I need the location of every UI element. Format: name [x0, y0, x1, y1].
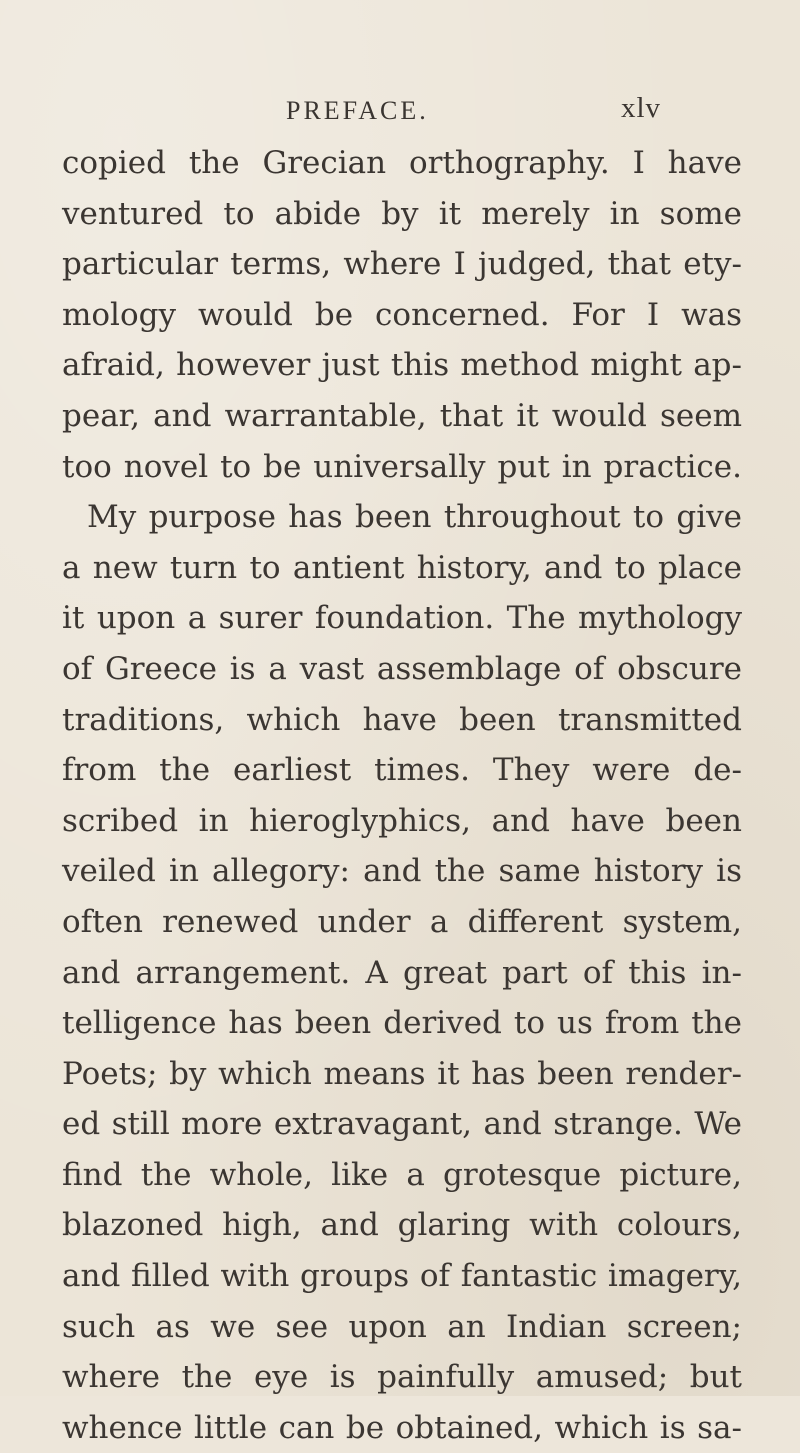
running-title: PREFACE. [286, 96, 429, 125]
text-line: and filled with groups of fantastic imagery, [62, 1258, 742, 1295]
text-line: scribed in hieroglyphics, and have been [62, 802, 742, 839]
text-line: from the earliest times. They were de- [62, 752, 742, 789]
text-line: of Greece is a vast assemblage of obscure [62, 650, 742, 687]
text-line: blazoned high, and glaring with colours, [62, 1207, 742, 1244]
body-text [62, 138, 742, 1453]
text-line: often renewed under a different system, [62, 903, 742, 940]
page-header [0, 88, 800, 128]
text-line: mology would be concerned. For I was [62, 296, 742, 333]
text-line: find the whole, like a grotesque picture, [62, 1156, 742, 1193]
text-line: where the eye is painfully amused; but [62, 1359, 742, 1396]
text-line: it upon a surer foundation. The mythology [62, 600, 742, 637]
text-line: ventured to abide by it merely in some [62, 195, 742, 232]
text-line: too novel to be universally put in practice. [62, 448, 742, 485]
text-line: ed still more extravagant, and strange. We [62, 1106, 742, 1143]
text-line: veiled in allegory: and the same history is [62, 853, 742, 890]
text-line: a new turn to antient history, and to place [62, 549, 742, 586]
text-line: telligence has been derived to us from the [62, 1005, 742, 1042]
text-line: pear, and warrantable, that it would seem [62, 397, 742, 434]
text-line: Poets; by which means it has been render- [62, 1055, 742, 1092]
text-line: traditions, which have been transmitted [62, 701, 742, 738]
page-number: xlv [621, 92, 662, 124]
text-line: afraid, however just this method might ap- [62, 347, 742, 384]
text-line: particular terms, where I judged, that ety- [62, 246, 742, 283]
text-line: such as we see upon an Indian screen; [62, 1308, 742, 1345]
text-line: copied the Grecian orthography. I have [62, 145, 742, 181]
text-line: whence little can be obtained, which is sa- [62, 1409, 742, 1446]
text-line: and arrangement. A great part of this in- [62, 954, 742, 991]
text-line: My purpose has been throughout to give [87, 499, 742, 536]
